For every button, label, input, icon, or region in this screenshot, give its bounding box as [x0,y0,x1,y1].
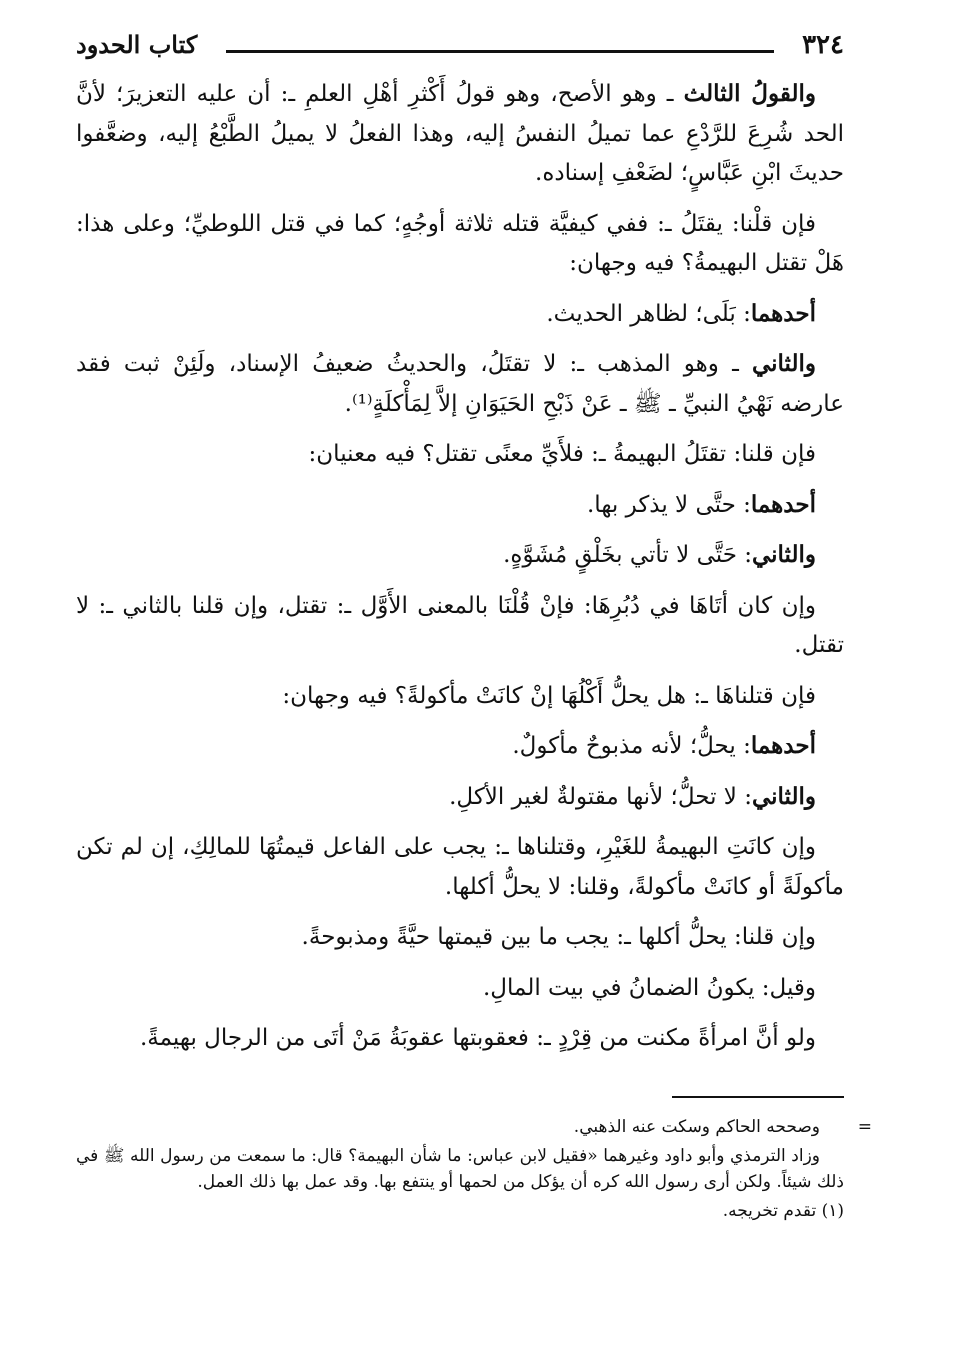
paragraph-text: : بَلَى؛ لظاهر الحديث. [546,300,751,327]
footnote-line: (١) تقدم تخريجه. [722,1200,844,1221]
paragraph [76,344,844,424]
running-header [76,30,844,64]
paragraph-text: وإن كان أتَاهَا في دُبُرِهَا: فإنْ قُلْنَا بالمعنى الأَوَّل ـ: تقتل، وإن قلنا بالثاني ـ: لا تقتل. [76,592,844,658]
paragraph [76,968,844,1009]
paragraph-text: فإن قلْنا: يقتَلُ ـ: ففي كيفيَّة قتله ثلاثة أوجُهٍ؛ كما في قتل اللوطيِّ؛ وعلى هذا: هَلْ تقتل البهيمةُ؟ فيه وجهان: [76,210,844,276]
main-text [76,74,844,1069]
paragraph-text: وإن كانَتِ البهيمةُ للغَيْرِ، وقتلناها ـ: يجب على الفاعل قيمتُهَا للمالِكِ، إن لم تكن مأكولَةً أو كانَتْ مأكولةً، وقلنا: لا يحلُّ أكلها. [76,834,844,900]
page-number: ٣٢٤ [802,30,844,60]
paragraph-text: : يحلُّ؛ لأنه مذبوحٌ مأكولٌ. [512,733,751,759]
paragraph [76,1018,844,1059]
paragraph [76,74,844,194]
paragraph [76,777,844,818]
paragraph-lead: والقولُ الثالث [683,80,816,107]
paragraph [76,676,844,717]
footnote-separator [672,1096,844,1098]
footnotes [76,1114,872,1226]
paragraph [76,294,844,335]
paragraph-lead: أحدهما [750,732,816,759]
paragraph-text: ـ وهو الأصح، وهو قولُ أَكْثرِ أهْلِ العلمِ ـ: أن عليه التعزيرَ؛ لأنَّ الحد شُرِعَ للرَّدْعِ عما تميلُ النفسُ إليه، وهذا الفعلُ لا يميلُ الطَّبْعُ إليه، وضعَّفوا حديثَ ابْنِ عَبَّاسٍ؛ لضَعْفِ إسناده. [76,81,844,186]
footnote-line: وصححه الحاكم وسكت عنه الذهبي. [573,1117,820,1137]
book-title: كتاب الحدود [76,30,198,59]
paragraph-text: : لا تحلُّ؛ لأنها مقتولةٌ لغير الأكلِ. [449,783,752,810]
paragraph-text: ولو أنَّ امرأةً مكنت من قِرْدٍ ـ: فعقوبتها عقوبَةُ مَنْ أتَى من الرجال بهيمةً. [139,1025,816,1051]
paragraph-text: وقيل: يكونُ الضمانُ في بيت المالِ. [483,974,816,1001]
paragraph-text: فإن قتلناهَا ـ: هل يحلُّ أَكْلُهَا إنْ كانَتْ مأكولةً؟ فيه وجهان: [282,682,816,709]
paragraph-lead: أحدهما [750,490,816,518]
paragraph [76,827,844,907]
paragraph-lead: والثاني [751,350,816,377]
header-rule [226,50,774,53]
paragraph-lead: والثاني [751,541,816,568]
paragraph-text: : حتَّى لا يذكر بها. [587,491,751,518]
paragraph-text: ـ وهو المذهب ـ: لا تقتَلُ، والحديثُ ضعيفُ الإسناد، ولَئِنْ ثبت فقد عارضه نَهْيُ النبيِّ ـ ﷺ ـ عَنْ ذَبْحِ الحَيَوَانِ إلاَّ لِمَأْكلَةٍ⁽¹⁾. [76,351,844,417]
paragraph-lead: والثاني [751,782,816,810]
footnote-continuation-marker: = [857,1117,872,1137]
footnote-line: وزاد الترمذي وأبو داود وغيرهما «فقيل لابن عباس: ما شأن البهيمة؟ قال: ما سمعت من رسول الله ﷺ في ذلك شيئاً. ولكن أرى رسول الله كره أن يؤكل من لحمها أو ينتفع بها. وقد عمل بها ذلك العمل. [76,1145,844,1192]
paragraph [76,204,844,284]
paragraph [76,917,844,958]
paragraph [76,535,844,576]
paragraph-text: فإن قلنا: تقتَلُ البهيمةُ ـ: فلأَيِّ معنًى تقتل؟ فيه معنيان: [308,441,816,467]
paragraph-text: وإن قلنا: يحلُّ أكلها ـ: يجب ما بين قيمتها حيَّةً ومذبوحةً. [301,924,816,950]
paragraph [76,485,844,526]
paragraph [76,586,844,666]
paragraph-lead: أحدهما [750,299,816,327]
paragraph [76,434,844,475]
paragraph [76,726,844,767]
paragraph-text: : حَتَّى لا تأتي بخَلْقٍ مُشَوَّهٍ. [503,542,752,568]
